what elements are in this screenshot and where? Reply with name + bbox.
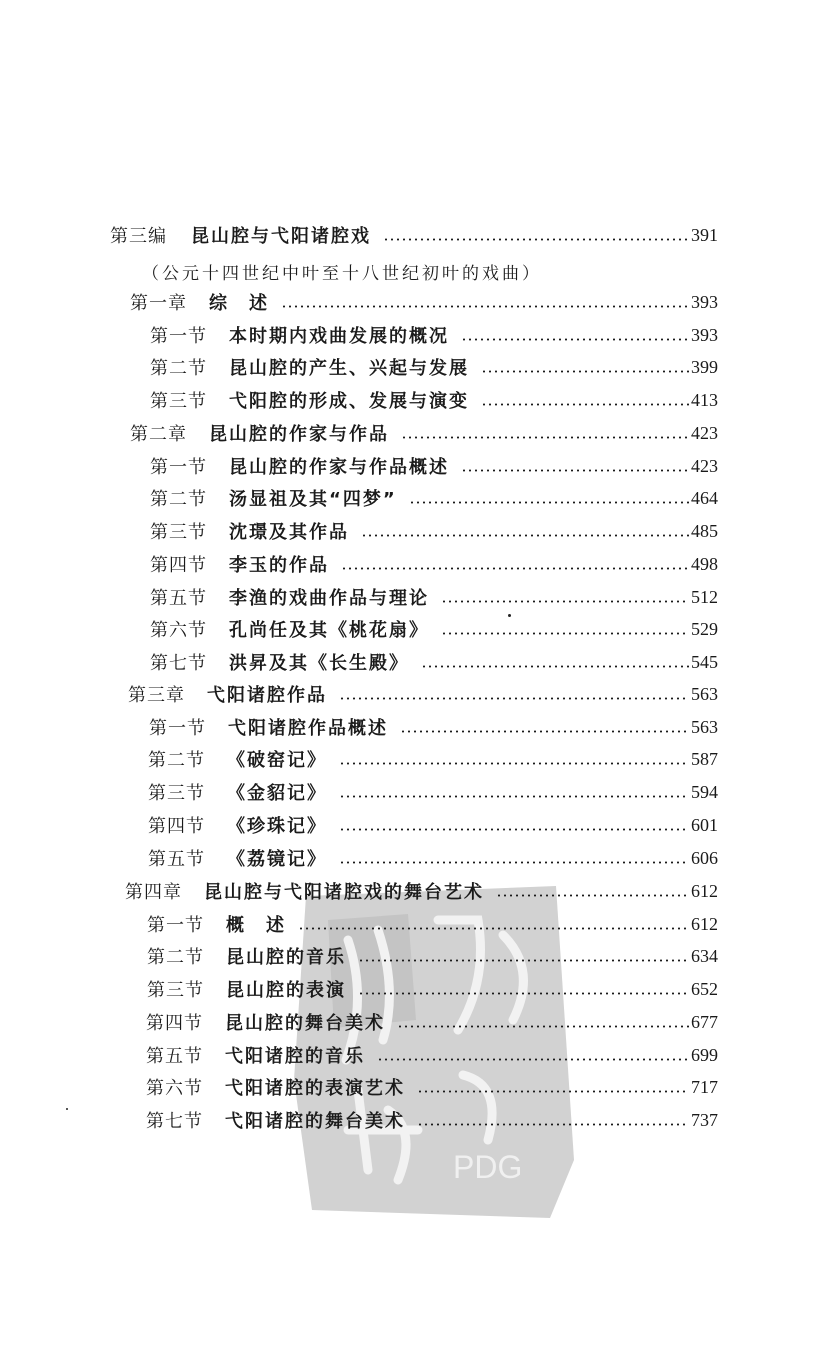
section-entry <box>150 352 718 382</box>
dot-leader <box>358 992 689 995</box>
dot-leader <box>417 1090 689 1093</box>
chapter-label: 第四章 <box>125 882 182 903</box>
section-label: 第一节 <box>150 326 207 347</box>
chapter-entry <box>130 287 718 317</box>
page-number: 413 <box>691 389 718 410</box>
section-title: 昆山腔的舞台美术 <box>225 1013 385 1034</box>
section-title: 李玉的作品 <box>229 555 329 576</box>
dot-leader <box>401 436 689 439</box>
dot-leader <box>339 795 689 798</box>
dot-leader <box>298 927 689 930</box>
dot-leader <box>417 1123 689 1126</box>
section-entry <box>147 909 718 939</box>
section-label: 第二节 <box>148 750 205 771</box>
section-entry <box>147 974 718 1004</box>
page-number: 606 <box>691 847 718 868</box>
section-entry <box>149 712 718 742</box>
section-title: 沈璟及其作品 <box>229 522 349 543</box>
page-number: 563 <box>691 716 718 737</box>
dot-leader <box>400 730 689 733</box>
dot-leader <box>441 600 689 603</box>
section-label: 第五节 <box>146 1046 203 1067</box>
section-entry <box>147 941 718 971</box>
page-number: 399 <box>691 356 718 377</box>
page-number: 652 <box>691 978 718 999</box>
part-title: 昆山腔与弋阳诸腔戏 <box>191 226 371 247</box>
chapter-entry <box>125 876 718 906</box>
section-title: 概 述 <box>226 915 286 936</box>
section-label: 第一节 <box>147 915 204 936</box>
section-title: 《金貂记》 <box>227 783 327 804</box>
section-label: 第三节 <box>150 391 207 412</box>
section-label: 第四节 <box>150 555 207 576</box>
section-label: 第六节 <box>150 620 207 641</box>
section-entry <box>146 1040 718 1070</box>
section-label: 第五节 <box>148 849 205 870</box>
page-number: 393 <box>691 291 718 312</box>
chapter-entry <box>130 418 718 448</box>
page-number: 423 <box>691 422 718 443</box>
page-number: 717 <box>691 1076 718 1097</box>
chapter-title: 综 述 <box>209 293 269 314</box>
section-label: 第二节 <box>147 947 204 968</box>
dot-leader <box>377 1058 689 1061</box>
page-number: 634 <box>691 945 718 966</box>
section-title: 昆山腔的作家与作品概述 <box>229 457 449 478</box>
chapter-title: 昆山腔与弋阳诸腔戏的舞台艺术 <box>204 882 484 903</box>
dot-leader <box>339 861 689 864</box>
page-number: 601 <box>691 814 718 835</box>
watermark-text: PDG <box>453 1149 523 1185</box>
page-number: 612 <box>691 880 718 901</box>
chapter-entry <box>128 679 718 709</box>
page-number: 563 <box>691 683 718 704</box>
section-entry <box>150 614 718 644</box>
dot-leader <box>481 370 689 373</box>
chapter-title: 弋阳诸腔作品 <box>207 685 327 706</box>
page-number: 391 <box>691 224 718 245</box>
section-entry <box>146 1072 718 1102</box>
page-number: 594 <box>691 781 718 802</box>
chapter-label: 第三章 <box>128 685 185 706</box>
section-title: 《破窑记》 <box>227 750 327 771</box>
part-entry <box>110 220 718 250</box>
section-entry <box>148 810 718 840</box>
section-label: 第二节 <box>150 489 207 510</box>
section-label: 第五节 <box>150 588 207 609</box>
dot-leader <box>441 632 689 635</box>
dot-leader <box>397 1025 689 1028</box>
section-entry <box>148 744 718 774</box>
section-entry <box>150 451 718 481</box>
dot-leader <box>339 828 689 831</box>
section-entry <box>148 777 718 807</box>
section-label: 第三节 <box>147 980 204 1001</box>
section-title: 本时期内戏曲发展的概况 <box>229 326 449 347</box>
page-number: 512 <box>691 586 718 607</box>
section-label: 第三节 <box>150 522 207 543</box>
page-number: 587 <box>691 748 718 769</box>
section-label: 第一节 <box>149 718 206 739</box>
section-entry <box>146 1105 718 1135</box>
section-entry <box>150 549 718 579</box>
chapter-label: 第二章 <box>130 424 187 445</box>
section-title: 洪昇及其《长生殿》 <box>229 653 409 674</box>
section-title: 昆山腔的产生、兴起与发展 <box>229 358 469 379</box>
dot-leader <box>421 665 689 668</box>
section-entry <box>148 843 718 873</box>
section-entry <box>150 516 718 546</box>
dot-leader <box>383 238 689 241</box>
section-label: 第七节 <box>150 653 207 674</box>
section-entry <box>146 1007 718 1037</box>
page-number: 545 <box>691 651 718 672</box>
section-title: 《珍珠记》 <box>227 816 327 837</box>
page-number: 464 <box>691 487 718 508</box>
page-number: 737 <box>691 1109 718 1130</box>
page-number: 612 <box>691 913 718 934</box>
section-label: 第六节 <box>146 1078 203 1099</box>
section-title: 《荔镜记》 <box>227 849 327 870</box>
page-number: 498 <box>691 553 718 574</box>
section-entry <box>150 647 718 677</box>
section-title: 弋阳腔的形成、发展与演变 <box>229 391 469 412</box>
section-title: 昆山腔的表演 <box>226 980 346 1001</box>
section-entry <box>150 483 718 513</box>
page-number: 677 <box>691 1011 718 1032</box>
section-title: 弋阳诸腔的表演艺术 <box>225 1078 405 1099</box>
section-label: 第四节 <box>148 816 205 837</box>
section-title: 弋阳诸腔的舞台美术 <box>225 1111 405 1132</box>
chapter-title: 昆山腔的作家与作品 <box>209 424 389 445</box>
section-label: 第七节 <box>146 1111 203 1132</box>
dot-leader <box>496 894 689 897</box>
dot-leader <box>341 567 689 570</box>
page-number: 393 <box>691 324 718 345</box>
page-number: 529 <box>691 618 718 639</box>
section-title: 昆山腔的音乐 <box>226 947 346 968</box>
section-label: 第一节 <box>150 457 207 478</box>
dot-leader <box>361 534 689 537</box>
dot-leader <box>461 469 689 472</box>
dot-leader <box>339 762 689 765</box>
section-entry <box>150 385 718 415</box>
dot-leader <box>339 697 689 700</box>
part-subtitle: （公元十四世纪中叶至十八世纪初叶的戏曲） <box>142 263 542 284</box>
dot-leader <box>481 403 689 406</box>
section-title: 弋阳诸腔的音乐 <box>225 1046 365 1067</box>
section-label: 第四节 <box>146 1013 203 1034</box>
dot-leader <box>281 305 689 308</box>
dot-leader <box>461 338 689 341</box>
section-title: 孔尚任及其《桃花扇》 <box>229 620 429 641</box>
dot-leader <box>358 959 689 962</box>
chapter-label: 第一章 <box>130 293 187 314</box>
section-label: 第三节 <box>148 783 205 804</box>
page-number: 485 <box>691 520 718 541</box>
page-number: 423 <box>691 455 718 476</box>
part-label: 第三编 <box>110 226 167 247</box>
section-title: 弋阳诸腔作品概述 <box>228 718 388 739</box>
section-entry <box>150 582 718 612</box>
dot-leader <box>409 501 689 504</box>
section-entry <box>150 320 718 350</box>
page-number: 699 <box>691 1044 718 1065</box>
section-title: 李渔的戏曲作品与理论 <box>229 588 429 609</box>
section-title: 汤显祖及其“四梦” <box>229 489 397 510</box>
section-label: 第二节 <box>150 358 207 379</box>
